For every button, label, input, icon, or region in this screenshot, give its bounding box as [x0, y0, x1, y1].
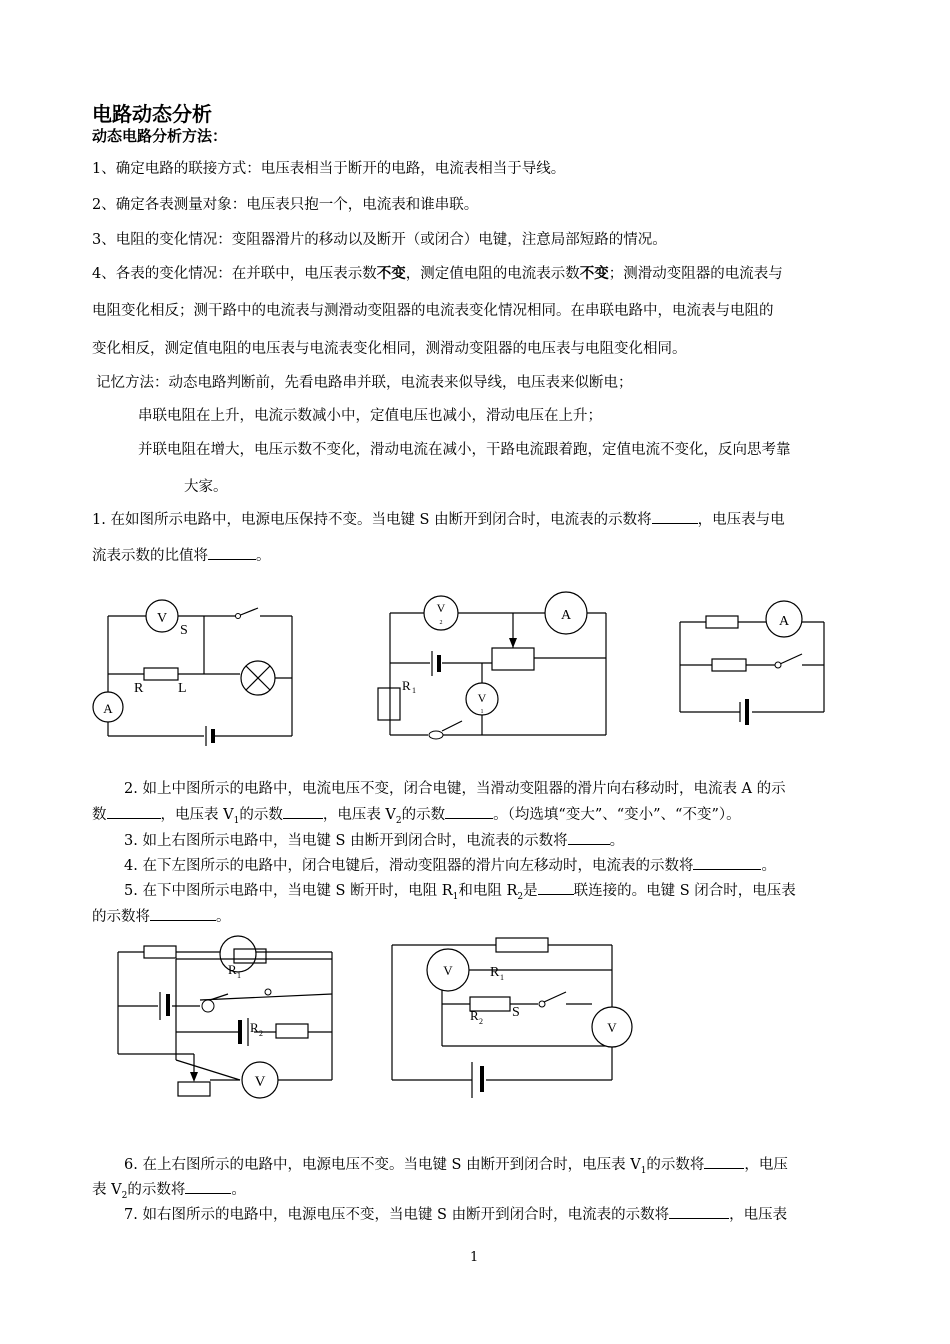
- d5-switch-label: S: [512, 1005, 520, 1020]
- d4-r1-label: R: [228, 962, 237, 977]
- memory-line-4: 大家。: [184, 479, 228, 495]
- d5-r1-sub: 1: [500, 973, 504, 982]
- q2-blank-3[interactable]: [445, 806, 493, 819]
- d5-voltmeter-right-label: V: [607, 1020, 617, 1035]
- d1-lamp-label: L: [178, 681, 187, 696]
- q1-text-b: ，电压表与电: [697, 512, 785, 528]
- method-4-bold-1: 不变: [376, 265, 406, 282]
- q4-text-b: 。: [761, 858, 776, 874]
- method-4-line-1: [92, 262, 783, 283]
- q4-blank[interactable]: [693, 857, 761, 870]
- q2-text-g: 。（均选填“变大”、“变小”、“不变”）。: [493, 807, 741, 823]
- q1-text-d: 。: [256, 548, 271, 564]
- d5-voltmeter-left-label: V: [443, 963, 453, 978]
- d4-r2-sub: 2: [259, 1029, 263, 1038]
- memory-line-3: 并联电阻在增大，电压示数不变化，滑动电流在减小，干路电流跟着跑，定值电流不变化，反向思考靠: [138, 442, 791, 458]
- d1-voltmeter-label: V: [156, 611, 168, 626]
- q2-blank-1[interactable]: [107, 806, 161, 819]
- method-4-text-3: ；测滑动变阻器的电流表与: [608, 266, 783, 282]
- circuit-diagram-2: [372, 588, 612, 748]
- method-4-text-1: 4、各表的变化情况：在并联中，电压表示数: [92, 266, 377, 282]
- q6-sub-a: 1: [640, 1165, 647, 1176]
- q2-sub-e: 2: [395, 815, 402, 826]
- q6-text-c: ，电压: [744, 1157, 788, 1173]
- question-6-line-1: [124, 1153, 788, 1176]
- q7-text-a: 7. 如右图所示的电路中，电源电压不变，当电键 S 由断开到闭合时，电流表的示数将: [124, 1207, 670, 1223]
- question-4: [124, 854, 776, 875]
- circuit-diagram-1: [88, 596, 303, 756]
- d2-voltmeter-2-label: V: [436, 601, 446, 615]
- question-6-line-2: [92, 1178, 246, 1201]
- question-7: [124, 1203, 787, 1224]
- q6-sub-d: 2: [121, 1190, 128, 1201]
- method-4-line-3: 变化相反，测定值电阻的电压表与电流表变化相同，测滑动变阻器的电压表与电阻变化相同。: [92, 341, 687, 357]
- q2-blank-2[interactable]: [283, 806, 323, 819]
- d3-ammeter-label: A: [778, 614, 790, 629]
- method-1: 1、确定电路的联接方式：电压表相当于断开的电路，电流表相当于导线。: [92, 161, 566, 177]
- d2-resistor-sub: 1: [412, 686, 416, 695]
- d5-r2-label: R: [470, 1008, 479, 1023]
- q5-text-c: 是: [523, 883, 538, 899]
- d2-voltmeter-1-sub: 1: [480, 709, 484, 715]
- memory-line-2: 串联电阻在上升，电流示数减小中，定值电压也减小，滑动电压在上升；: [138, 408, 602, 424]
- q1-text-c: 流表示数的比值将: [92, 548, 208, 564]
- question-5-line-2: [92, 905, 231, 926]
- q6-blank-1[interactable]: [704, 1156, 744, 1169]
- q2-text-f: 的示数: [401, 807, 446, 823]
- question-2-line-1: 2. 如上中图所示的电路中，电流电压不变，闭合电键，当滑动变阻器的滑片向右移动时，电流表 A 的示: [124, 781, 786, 797]
- q2-text-b: 数: [92, 807, 107, 823]
- d4-voltmeter-label: V: [254, 1074, 266, 1090]
- q5-sub-a: 1: [452, 891, 459, 902]
- memory-line-1: 记忆方法：动态电路判断前，先看电路串并联，电流表来似导线，电压表来似断电；: [96, 375, 633, 391]
- question-1-line-2: [92, 544, 271, 565]
- d2-voltmeter-2-sub: 2: [439, 620, 443, 626]
- d4-r2-label: R: [250, 1020, 259, 1035]
- q1-text-a: 1. 在如图所示电路中，电源电压保持不变。当电键 S 由断开到闭合时，电流表的示数将: [92, 512, 652, 528]
- q2-text-d: 的示数: [239, 807, 283, 823]
- circuit-diagram-3: [672, 598, 832, 726]
- q1-blank-2[interactable]: [208, 547, 256, 560]
- q5-text-d: 联连接的。电键 S 闭合时，电压表: [573, 883, 796, 899]
- q6-text-d: 表 V: [92, 1182, 122, 1198]
- q2-text-c: ，电压表 V: [160, 807, 234, 823]
- d4-r1-sub: 1: [237, 971, 241, 980]
- d1-ammeter-label: A: [103, 701, 113, 716]
- q7-text-b: ，电压表: [729, 1207, 788, 1223]
- d5-r2-sub: 2: [479, 1017, 483, 1026]
- q1-blank-1[interactable]: [652, 511, 698, 524]
- method-4-bold-2: 不变: [579, 265, 609, 282]
- page-number: 1: [470, 1250, 479, 1265]
- q6-text-a: 6. 在上右图所示的电路中，电源电压不变。当电键 S 由断开到闭合时，电压表 V: [124, 1157, 641, 1173]
- q5-text-b: 和电阻 R: [458, 883, 518, 899]
- method-2: 2、确定各表测量对象：电压表只抱一个，电流表和谁串联。: [92, 197, 479, 213]
- q5-text-a: 5. 在下中图所示电路中，当电键 S 断开时，电阻 R: [124, 883, 453, 899]
- page-title: 电路动态分析: [92, 102, 212, 126]
- method-3: 3、电阻的变化情况：变阻器滑片的移动以及断开（或闭合）电键，注意局部短路的情况。: [92, 232, 667, 248]
- q5-text-f: 。: [216, 909, 231, 925]
- q5-blank-1[interactable]: [538, 882, 574, 895]
- d1-switch-label: S: [180, 623, 188, 638]
- circuit-diagram-5: [382, 930, 642, 1080]
- question-1-line-1: [92, 508, 785, 529]
- q5-blank-2[interactable]: [150, 908, 216, 921]
- q4-text-a: 4. 在下左图所示的电路中，闭合电键后，滑动变阻器的滑片向左移动时，电流表的示数将: [124, 858, 694, 874]
- q6-text-e: 的示数将: [127, 1182, 186, 1198]
- d2-ammeter-label: A: [560, 608, 572, 623]
- circuit-diagram-4: [110, 934, 340, 1104]
- q3-blank[interactable]: [568, 832, 610, 845]
- q2-text-e: ，电压表 V: [322, 807, 396, 823]
- question-5-line-1: [124, 879, 796, 902]
- q6-blank-2[interactable]: [185, 1181, 231, 1194]
- question-2-line-2: [92, 803, 741, 826]
- q7-blank[interactable]: [669, 1206, 729, 1219]
- q5-sub-b: 2: [517, 891, 524, 902]
- q5-text-e: 的示数将: [92, 909, 150, 925]
- d5-r1-label: R: [490, 965, 500, 980]
- q6-text-f: 。: [231, 1182, 246, 1198]
- q6-text-b: 的示数将: [646, 1157, 705, 1173]
- d2-resistor-label: R: [402, 678, 411, 693]
- q2-sub-c: 1: [233, 815, 240, 826]
- q3-text-a: 3. 如上右图所示电路中，当电键 S 由断开到闭合时，电流表的示数将: [124, 833, 568, 849]
- question-3: [124, 829, 624, 850]
- q3-text-b: 。: [609, 833, 625, 849]
- section-subtitle: 动态电路分析方法：: [92, 127, 228, 145]
- d1-resistor-label: R: [134, 681, 144, 696]
- method-4-line-2: 电阻变化相反；测干路中的电流表与测滑动变阻器的电流表变化情况相同。在串联电路中，电流表与电阻的: [92, 303, 774, 319]
- method-4-text-2: ，测定值电阻的电流表示数: [405, 266, 580, 282]
- d2-voltmeter-1-label: V: [477, 691, 487, 705]
